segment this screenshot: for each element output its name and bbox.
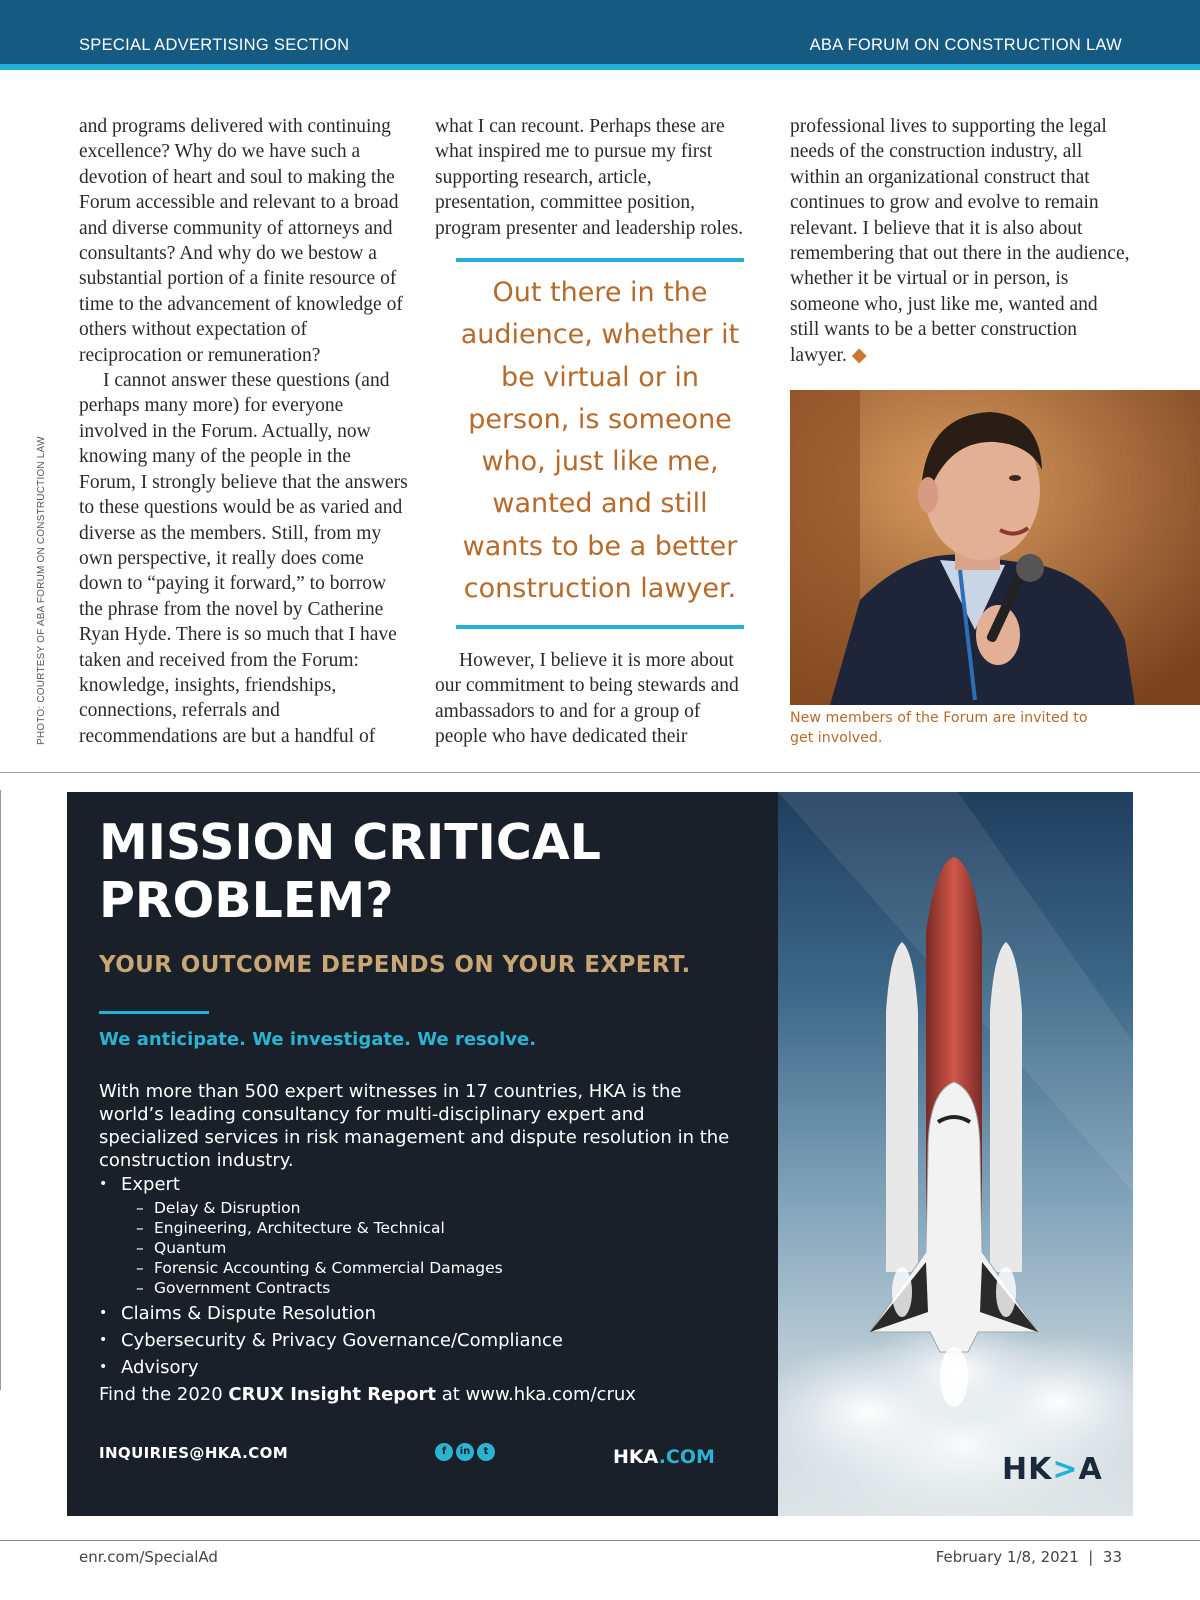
ad-headline xyxy=(99,814,759,930)
facebook-icon[interactable]: f xyxy=(435,1443,453,1461)
space-shuttle-illustration xyxy=(778,792,1133,1516)
sub-list-item-label: Forensic Accounting & Commercial Damages xyxy=(154,1259,503,1277)
page-edge-line xyxy=(0,790,1,1390)
crux-prefix: Find the 2020 xyxy=(99,1384,229,1405)
crux-report-line xyxy=(99,1384,636,1405)
headline-line: MISSION CRITICAL xyxy=(99,814,602,871)
paragraph-text: professional lives to supporting the legal needs of the construction industry, all within an organizational construct that continues to grow and evolve to remain relevant. I believe that it is also about remembering that out there in the audience, whether it be virtual or in person, is someone who, just like me, wanted and still wants to be a better construction lawyer. xyxy=(790,116,1130,366)
ad-subheadline: YOUR OUTCOME DEPENDS ON YOUR EXPERT. xyxy=(99,952,691,978)
site-main: HKA xyxy=(613,1446,659,1468)
sub-list-item-label: Government Contracts xyxy=(154,1279,331,1297)
logo-text: HK xyxy=(1002,1452,1053,1487)
crux-report-title: CRUX Insight Report xyxy=(228,1384,437,1405)
social-icons xyxy=(435,1443,495,1461)
services-list xyxy=(99,1173,739,1379)
speaker-illustration xyxy=(790,390,1200,705)
list-item: • Claims & Dispute Resolution xyxy=(99,1302,739,1325)
pull-quote: Out there in the audience, whether it be virtual or in person, is someone who, just like me, wanted and still wants to be a better construction lawyer. xyxy=(460,277,740,605)
list-item: • Cybersecurity & Privacy Governance/Compliance xyxy=(99,1329,739,1352)
headline-line: PROBLEM? xyxy=(99,872,394,929)
article-column-3 xyxy=(790,114,1130,368)
publication-section-title: ABA FORUM ON CONSTRUCTION LAW xyxy=(809,36,1122,54)
sub-list-item xyxy=(99,1218,739,1238)
pull-quote-bottom-rule xyxy=(456,625,744,629)
pull-quote-top-rule xyxy=(456,258,744,262)
sub-list-item-label: Delay & Disruption xyxy=(154,1199,301,1217)
article-column-1 xyxy=(79,114,409,749)
paragraph: what I can recount. Perhaps these are what inspired me to pursue my first supporting research, article, presentation, committee position, program presenter and leadership roles. xyxy=(435,116,744,239)
list-item: • Expert xyxy=(99,1173,739,1196)
hka-website-link[interactable] xyxy=(613,1446,715,1468)
logo-chevron-icon: > xyxy=(1052,1452,1079,1487)
sub-list-item xyxy=(99,1278,739,1298)
ad-tagline: We anticipate. We investigate. We resolve. xyxy=(99,1029,537,1050)
list-item: • Advisory xyxy=(99,1356,739,1379)
paragraph: However, I believe it is more about our commitment to being stewards and ambassadors to and for a group of people who have dedicated their xyxy=(435,650,739,748)
twitter-icon[interactable]: t xyxy=(477,1443,495,1461)
paragraph: and programs delivered with continuing excellence? Why do we have such a devotion of heart and soul to making the Forum accessible and relevant to a broad and diverse community of attorneys and consultants? And why do we bestow a substantial portion of a finite resource of time to the advancement of knowledge of others without expectation of reciprocation or remuneration? xyxy=(79,116,403,366)
rocket-artwork xyxy=(778,792,1133,1516)
ad-body-text: With more than 500 expert witnesses in 17 countries, HKA is the world’s leading consultancy for multi-disciplinary expert and specialized services in risk management and dispute resolution in the construction industry. xyxy=(99,1081,730,1171)
sub-list-item xyxy=(99,1258,739,1278)
photo-credit: PHOTO: COURTESY OF ABA FORUM ON CONSTRUCTION LAW xyxy=(36,436,47,745)
article-column-2 xyxy=(435,114,750,241)
crux-url[interactable]: at www.hka.com/crux xyxy=(436,1384,636,1405)
ad-accent-rule xyxy=(99,1011,209,1014)
speaker-photo xyxy=(790,390,1200,705)
linkedin-icon[interactable]: in xyxy=(456,1443,474,1461)
footer-rule xyxy=(0,1540,1200,1541)
section-label: SPECIAL ADVERTISING SECTION xyxy=(79,36,350,54)
logo-text: A xyxy=(1078,1452,1103,1487)
paragraph xyxy=(790,114,1130,368)
paragraph: I cannot answer these questions (and perhaps many more) for everyone involved in the Forum. Actually, now knowing many of the people in the Forum, I strongly believe that the answers to these questions would be as varied and diverse as the members. Still, from my own perspective, it really does come down to “paying it forward,” to borrow the phrase from the novel by Catherine Ryan Hyde. There is so much that I have taken and received from the Forum: knowledge, insights, friendships, connections, referrals and recommendations are but a handful of xyxy=(79,370,408,747)
sub-list-item-label: Engineering, Architecture & Technical xyxy=(154,1219,445,1237)
sub-list-item xyxy=(99,1238,739,1258)
photo-caption: New members of the Forum are invited to get involved. xyxy=(790,710,1088,746)
section-divider xyxy=(0,772,1200,773)
hka-advertisement xyxy=(67,792,1133,1516)
end-mark-icon: ◆ xyxy=(851,344,867,366)
inquiries-email-link[interactable]: INQUIRIES@HKA.COM xyxy=(99,1444,289,1462)
sub-list-item xyxy=(99,1198,739,1218)
hka-logo xyxy=(1002,1452,1103,1487)
sub-list-item-label: Quantum xyxy=(154,1239,227,1257)
footer-date-page: February 1/8, 2021 | 33 xyxy=(935,1548,1122,1566)
header-stripe xyxy=(0,64,1200,70)
site-accent: .COM xyxy=(658,1446,715,1468)
footer-url: enr.com/SpecialAd xyxy=(79,1548,218,1566)
